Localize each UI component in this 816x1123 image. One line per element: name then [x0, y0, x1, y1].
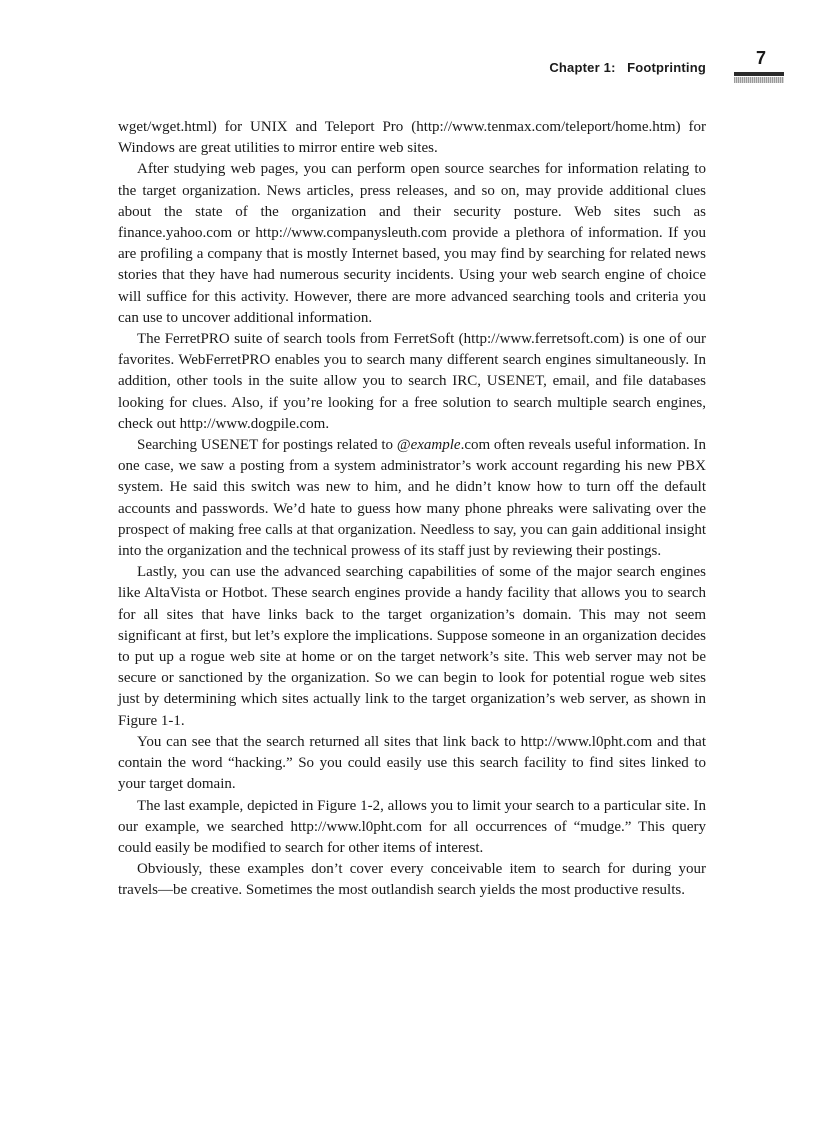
- paragraph-1: wget/wget.html) for UNIX and Teleport Pro (http://www.tenmax.com/teleport/home.htm) for Windows are great utilities to mirror entire web sites.: [118, 119, 706, 157]
- paragraph-2: After studying web pages, you can perform open source searches for information relating to the target organization. News articles, press releases, and so on, may provide additional clues about the state of the organization and their security posture. Web sites such as finance.yahoo.com or http://www.companysleuth.com provide a plethora of information. If you are profiling a company that is mostly Internet based, you may find by searching for related news stories that they have had numerous security incidents. Using your web search engine of choice will suffice for this activity. However, there are more advanced searching tools and criteria you can use to uncover additional information.: [118, 161, 706, 326]
- paragraph-5: Lastly, you can use the advanced searching capabilities of some of the major search engines like AltaVista or Hotbot. These search engines provide a handy facility that allows you to search for all sites that have links back to the target organization’s domain. This may not seem significant at first, but let’s explore the implications. Suppose someone in an organization decides to put up a rogue web site at home or on the target network’s site. This web server may not be secure or sanctioned by the organization. So we can begin to look for potential rogue web sites just by determining which sites actually link to the target organization’s web server, as shown in Figure 1-1.: [118, 564, 706, 729]
- body-text: [118, 117, 706, 902]
- example-domain: @example: [396, 437, 461, 454]
- paragraph-6: You can see that the search returned all sites that link back to http://www.l0pht.com and that contain the word “hacking.” So you could easily use this search facility to find sites linked to your target domain.: [118, 733, 706, 793]
- paragraph-4: [118, 435, 706, 562]
- page-number-shading: [734, 77, 784, 83]
- page-header: [0, 48, 816, 92]
- page-number: 7: [755, 48, 766, 68]
- running-head: [549, 60, 706, 75]
- chapter-number: Chapter 1:: [549, 60, 616, 75]
- paragraph-4-rest: .com often reveals useful information. In one case, we saw a posting from a system administrator’s work account regarding his new PBX system. He said this switch was new to him, and he didn’t know how to turn off the default accounts and passwords. We’d hate to guess how many phone phreaks were salivating over the prospect of making free calls at that organization. Needless to say, you can gain additional insight into the organization and the technical prowess of its staff just by reviewing their postings.: [118, 437, 706, 560]
- paragraph-7: The last example, depicted in Figure 1-2, allows you to limit your search to a particular site. In our example, we searched http://www.l0pht.com for all occurrences of “mudge.” This query could easily be modified to search for other items of interest.: [118, 797, 706, 856]
- paragraph-3: The FerretPRO suite of search tools from FerretSoft (http://www.ferretsoft.com) is one of our favorites. WebFerretPRO enables you to search many different search engines simultaneously. In addition, other tools in the suite allow you to search IRC, USENET, email, and file databases looking for clues. Also, if you’re looking for a free solution to search multiple search engines, check out http://www.dogpile.com.: [118, 331, 706, 432]
- chapter-title: Footprinting: [627, 60, 706, 75]
- page-number-rule: [734, 72, 784, 76]
- paragraph-8: Obviously, these examples don’t cover every conceivable item to search for during your travels—be creative. Sometimes the most outlandish search yields the most productive results.: [118, 861, 706, 899]
- paragraph-4-start: Searching USENET for postings related to: [137, 437, 397, 454]
